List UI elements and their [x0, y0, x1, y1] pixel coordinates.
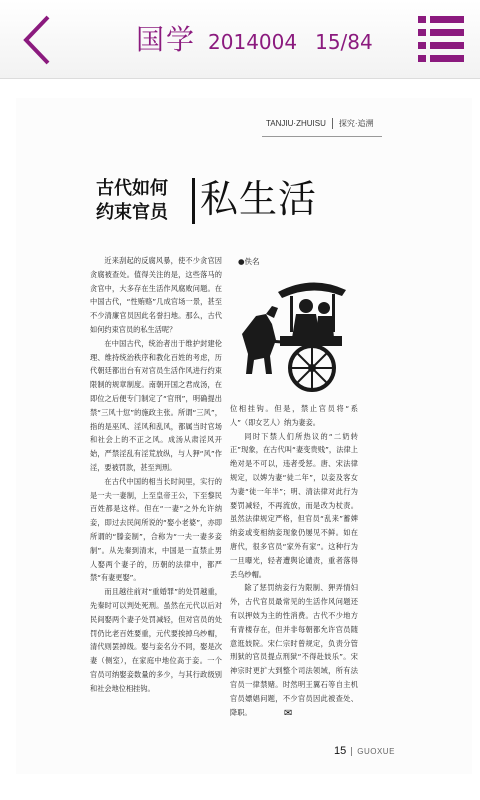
header-divider	[332, 118, 333, 129]
magazine-name: 国学	[136, 23, 197, 56]
footer-divider	[351, 747, 352, 756]
headline-line-2: 约束官员	[96, 202, 168, 223]
paragraph: 除了惩罚纳妾行为限制、狎弄情妇外，古代官员最常见的生活作风问题还有以押妓为主的性消费。古代不少地方有青楼存在，但并非每朝都允许官员随意逛妓院。宋仁宗时曾规定，负责分管刑狱的官员提点刑狱“不得赴妓乐”。宋神宗时更扩大到整个司法领域，所有法官员一律禁赌。时然明王翼石等自主机官员嫖娼问题，不少官员因此被查处、降职。	[230, 583, 358, 717]
menu-button[interactable]	[418, 14, 464, 62]
paragraph: 近来刮起的反腐风暴，使不少贪官因贪腐被查处。值得关注的是，这些落马的贪官中，大多存在生活作风腐败问题。在中国古代，“性贿赂”几成官场一景，甚至不少清廉官员因此名誉扫地。那么，古代如何约束官员的私生活呢？	[90, 256, 222, 334]
paragraph: 在中国古代，统治者出于维护封建伦理、维持统治秩序和教化百姓的考虑，历代朝廷都出台有对官员生活作风进行约束限制的规章制度。南朝开国之君成汤，在即位之后便专门制定了“官刑”，明确提出禁“三风十愆”的施政主张。所谓“三风”，指的是巫风、淫风和乱风，都属当时官场和社会上的不正之风。成汤从肃淫风开始，严禁淫乱有淫荒放纵，与人狎“风”作淫，要被罚款，甚至判刑。	[90, 338, 222, 472]
back-button[interactable]	[18, 14, 58, 66]
chevron-left-icon	[18, 14, 58, 66]
column-name: 探究·追溯	[338, 119, 374, 128]
paragraph: 在古代中国的相当长时间里，实行的是一夫一妻制，上至皇帝王公，下至黎民百姓都是这样。但在“一妻”之外允许纳妾，即过去民间所说的“娶小老婆”，亦即所谓的“滕妾制”，合称为“一夫一妻多妾制”。从先秦到清末，中国是一直禁止男人娶两个妻子的，历朝的法律中，都严禁“有妻更娶”。	[90, 476, 222, 583]
issue-title	[136, 18, 373, 58]
paragraph: 位相挂钩。但是，禁止官员将“系人”（即女艺人）纳为妻妾。	[230, 404, 358, 427]
byline: ●佚名	[238, 257, 260, 266]
headline-line-1: 古代如何	[96, 178, 168, 199]
magazine-name-en: GUOXUE	[357, 746, 395, 756]
top-bar	[0, 0, 480, 79]
header-rule	[262, 136, 382, 137]
article-column-left	[90, 254, 222, 754]
headline-prefix	[96, 177, 168, 225]
paragraph: 而且越往前对“重婚罪”的处罚越重，先秦时可以判处死刑。虽然在元代以后对民间娶两个妻子处罚减轻，但对官员的处罚仍比老百姓要重，元代要挨掉乌纱帽，清代则罢掉级。娶与妾名分不同，娶是次妻（侧室），在家庭中地位高于妾。一个官员可纳娶妾数量的多少，与其行政级别和社会地位相挂钩。	[90, 587, 222, 693]
chariot-illustration	[236, 270, 356, 398]
column-tag: TANJIU·ZHUISU	[266, 119, 326, 128]
article-end-mark: ✉	[284, 708, 293, 719]
page-footer	[334, 745, 395, 757]
article-column-right	[230, 402, 358, 722]
headline-main: 私生活	[200, 177, 318, 221]
page-number: 15	[334, 745, 347, 757]
paragraph: 同时下禁人们所热议的“二奶转正”现象，在古代叫“妻变贵贱”，法律上绝对是不可以，违者受惩。唐、宋法律规定，以婢为妻“徒二年”，以妾及客女为妻“徒一年半”；明、清法律对此行为要罚减轻，不再流放，而是改为杖责。虽然法律规定严格，但官员“乱来”蓄婢纳妾或变相纳妾现象仍屡见不鲜。如在唐代，很多官员“家外有家”。这种行为一旦曝光，轻者遭舆论谴责，重者落得丢乌纱帽。	[230, 431, 358, 579]
headline-divider	[192, 178, 195, 224]
list-menu-icon	[418, 14, 464, 62]
issue-number: 2014004	[208, 30, 298, 54]
column-header	[266, 118, 374, 129]
page-indicator: 15/84	[315, 30, 373, 54]
